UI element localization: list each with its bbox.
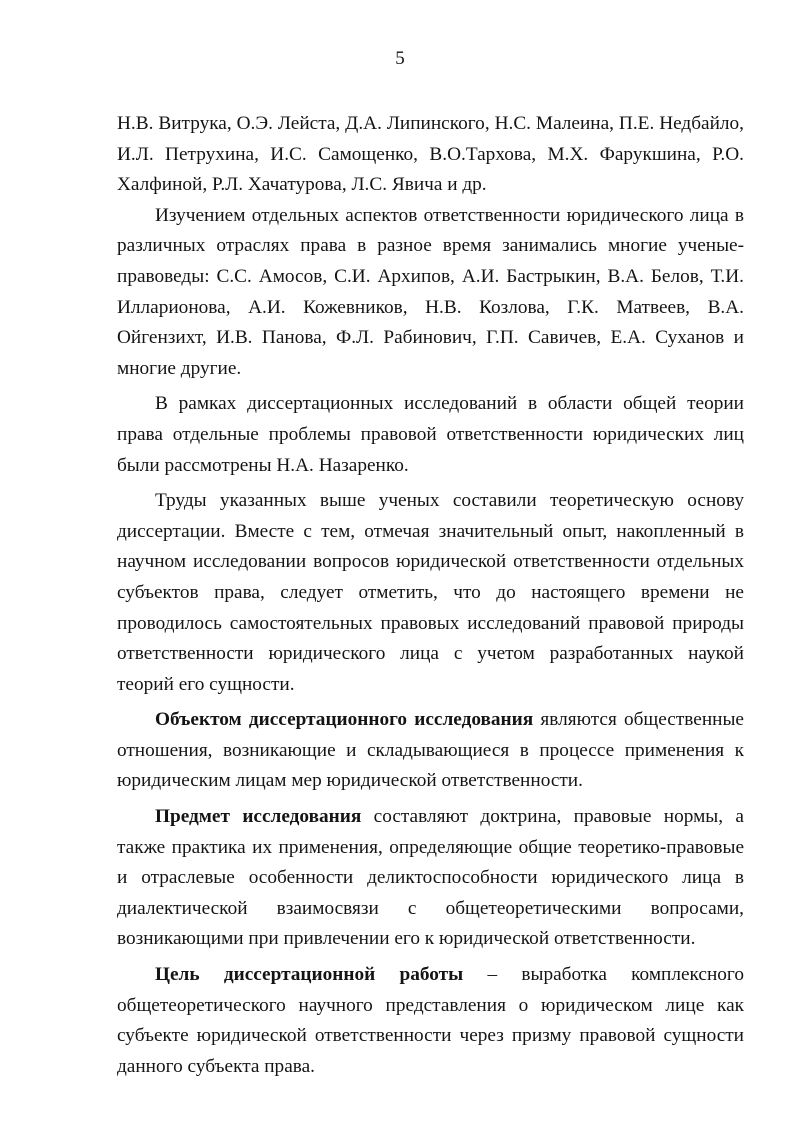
paragraph-text: В рамках диссертационных исследований в области общей теории права отдельные проблемы правовой ответственности юридических лиц были рассмотрены Н.А. Назаренко. xyxy=(117,393,744,476)
paragraph-object xyxy=(117,705,744,797)
paragraph-subject xyxy=(117,802,744,955)
paragraph-text: являются общественные отношения, возникающие и складывающиеся в процессе применения к юридическим лицам мер юридической ответственности. xyxy=(117,709,744,792)
paragraph-text: Н.В. Витрука, О.Э. Лейста, Д.А. Липинского, Н.С. Малеина, П.Е. Недбайло, И.Л. Петрухина, И.С. Самощенко, В.О.Тархова, М.Х. Фарукшина, Р.О. Халфиной, Р.Л. Хачатурова, Л.С. Явича и др. xyxy=(117,113,744,196)
paragraph-authors-continued xyxy=(117,109,744,201)
body-text xyxy=(117,109,744,1082)
paragraph-text: Труды указанных выше ученых составили теоретическую основу диссертации. Вместе с тем, отмечая значительный опыт, накопленный в научном исследовании вопросов юридической ответственности отдельных субъектов права, следует отметить, что до настоящего времени не проводилось самостоятельных правовых исследований правовой природы ответственности юридического лица с учетом разработанных наукой теорий его сущности. xyxy=(117,490,744,695)
paragraph-theoretical-basis xyxy=(117,486,744,700)
paragraph-text: составляют доктрина, правовые нормы, а также практика их применения, определяющие общие теоретико-правовые и отраслевые особенности деликтоспособности юридического лица в диалектической взаимосвязи с общетеоретическими вопросами, возникающими при привлечении его к юридической ответственности. xyxy=(117,806,744,950)
paragraph-text: Изучением отдельных аспектов ответственности юридического лица в различных отраслях права в разное время занимались многие ученые-правоведы: С.С. Амосов, С.И. Архипов, А.И. Бастрыкин, В.А. Белов, Т.И. Илларионова, А.И. Кожевников, Н.В. Козлова, Г.К. Матвеев, В.А. Ойгензихт, И.В. Панова, Ф.Л. Рабинович, Г.П. Савичев, Е.А. Суханов и многие другие. xyxy=(117,204,744,379)
subject-heading: Предмет исследования xyxy=(155,806,362,828)
paragraph-goal xyxy=(117,960,744,1082)
paragraph-scholars xyxy=(117,201,744,385)
paragraph-text: – выработка комплексного общетеоретического научного представления о юридическом лице как субъекте юридической ответственности через призму правовой сущности данного субъекта права. xyxy=(117,964,745,1077)
object-heading: Объектом диссертационного исследования xyxy=(155,709,534,731)
goal-heading: Цель диссертационной работы xyxy=(155,964,464,986)
paragraph-dissertations xyxy=(117,389,744,481)
page-number: 5 xyxy=(395,48,405,69)
